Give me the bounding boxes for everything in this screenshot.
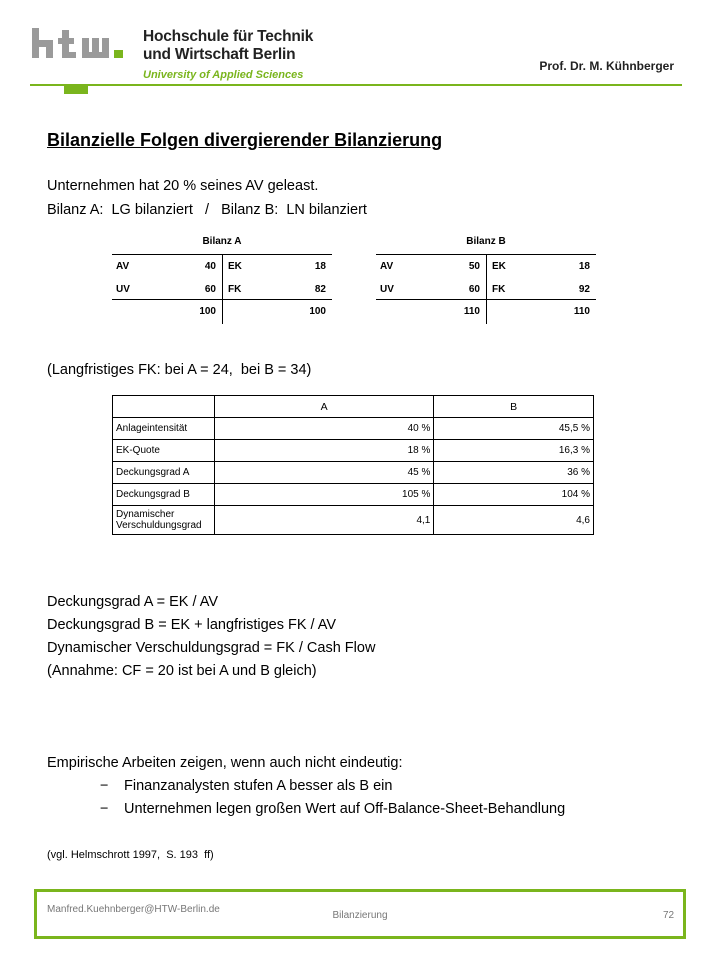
row-label-line-2: Verschuldungsgrad [116, 520, 202, 531]
logo-tagline: University of Applied Sciences [143, 69, 304, 81]
row-label [113, 506, 215, 535]
balance-a-total: 100 [309, 306, 326, 317]
cell-a: 40 % [214, 418, 433, 440]
list-item: Finanzanalysten stufen A besser als B ein [124, 778, 393, 794]
balance-a-label: AV [116, 261, 130, 272]
column-header-b: B [434, 396, 594, 418]
logo-line-1: Hochschule für Technik [143, 28, 314, 45]
balance-b-label: UV [380, 284, 394, 295]
balance-b-total: 110 [573, 306, 590, 317]
row-label: Anlageintensität [113, 418, 215, 440]
header-accent-block [64, 86, 88, 94]
table-row [113, 484, 594, 506]
cell-b: 16,3 % [434, 440, 594, 462]
formula-line: (Annahme: CF = 20 ist bei A und B gleich) [47, 663, 317, 679]
balance-b-value: 60 [468, 284, 480, 295]
footer-topic: Bilanzierung [332, 910, 388, 921]
balance-b-value: 18 [578, 261, 590, 272]
cell-b: 4,6 [434, 506, 594, 535]
balance-a-value: 82 [314, 284, 326, 295]
cell-a: 4,1 [214, 506, 433, 535]
intro-line-1: Unternehmen hat 20 % seines AV geleast. [47, 178, 319, 194]
cell-a: 105 % [214, 484, 433, 506]
column-header-a: A [214, 396, 433, 418]
ratio-table [112, 395, 594, 535]
author-name: Prof. Dr. M. Kühnberger [539, 59, 674, 73]
cell-a: 45 % [214, 462, 433, 484]
row-label: Deckungsgrad B [113, 484, 215, 506]
balance-a-label: FK [228, 284, 242, 295]
row-label: EK-Quote [113, 440, 215, 462]
balance-b-value: 50 [468, 261, 480, 272]
balance-b-caption: Bilanz B [466, 236, 506, 247]
table-row [113, 506, 594, 535]
balance-a-total: 100 [199, 306, 216, 317]
balance-a-label: EK [228, 261, 242, 272]
table-row [113, 440, 594, 462]
table-cell [113, 396, 215, 418]
balance-a-value: 18 [314, 261, 326, 272]
balance-b-label: FK [492, 284, 506, 295]
htw-logo-icon [30, 26, 130, 60]
balance-a-caption: Bilanz A [202, 236, 242, 247]
list-item: Unternehmen legen großen Wert auf Off-Balance-Sheet-Behandlung [124, 801, 566, 817]
header-divider [30, 84, 682, 86]
balance-sheet-a [112, 236, 332, 326]
page-number: 72 [663, 910, 675, 921]
empirics-lead: Empirische Arbeiten zeigen, wenn auch nicht eindeutig: [47, 755, 403, 771]
bullet-dash: − [100, 778, 109, 794]
balance-b-value: 92 [578, 284, 590, 295]
row-label: Deckungsgrad A [113, 462, 215, 484]
formula-line: Deckungsgrad B = EK + langfristiges FK / AV [47, 617, 337, 633]
logo-line-2: und Wirtschaft Berlin [143, 46, 296, 63]
table-row [113, 396, 594, 418]
table-row [113, 418, 594, 440]
page-title: Bilanzielle Folgen divergierender Bilanzierung [47, 130, 443, 150]
bullet-dash: − [100, 801, 109, 817]
balance-sheet-b [376, 236, 596, 326]
balance-a-label: UV [116, 284, 130, 295]
balance-a-value: 40 [204, 261, 216, 272]
cell-b: 36 % [434, 462, 594, 484]
intro-line-2: Bilanz A: LG bilanziert / Bilanz B: LN bilanziert [47, 202, 367, 218]
cell-b: 45,5 % [434, 418, 594, 440]
balance-a-value: 60 [204, 284, 216, 295]
footer-email: Manfred.Kuehnberger@HTW-Berlin.de [47, 904, 220, 915]
table-row [113, 462, 594, 484]
cell-b: 104 % [434, 484, 594, 506]
formula-line: Dynamischer Verschuldungsgrad = FK / Cash Flow [47, 640, 376, 656]
row-label-line-1: Dynamischer [116, 509, 175, 520]
balance-b-total: 110 [463, 306, 480, 317]
longterm-note: (Langfristiges FK: bei A = 24, bei B = 34) [47, 362, 312, 378]
cell-a: 18 % [214, 440, 433, 462]
formula-line: Deckungsgrad A = EK / AV [47, 594, 219, 610]
balance-b-label: AV [380, 261, 394, 272]
balance-b-label: EK [492, 261, 506, 272]
reference-citation: (vgl. Helmschrott 1997, S. 193 ff) [47, 849, 214, 861]
